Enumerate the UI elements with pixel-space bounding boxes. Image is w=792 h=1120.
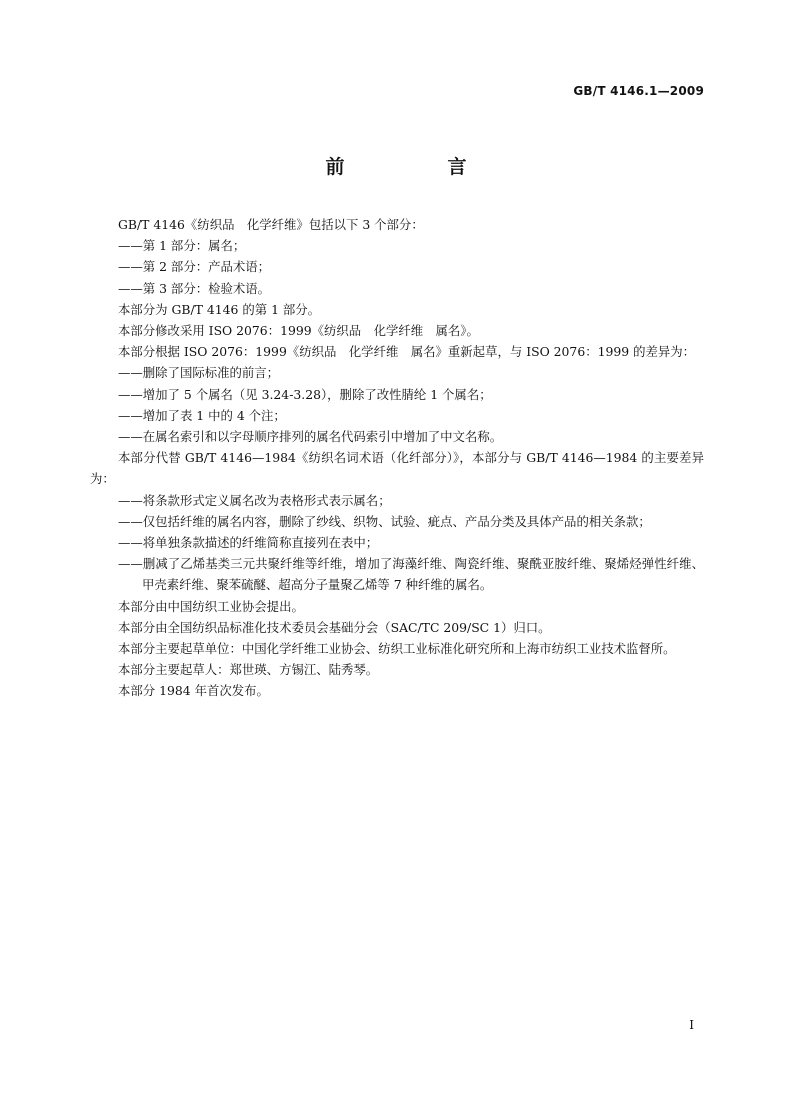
- paragraph: GB/T 4146《纺织品 化学纤维》包括以下 3 个部分：: [118, 217, 424, 232]
- paragraph: 本部分根据 ISO 2076：1999《纺织品 化学纤维 属名》重新起草，与 ISO 2076：1999 的差异为：: [118, 344, 696, 360]
- list-item: ——第 1 部分：属名；: [118, 238, 246, 254]
- paragraph: 本部分 1984 年首次发布。: [118, 683, 269, 699]
- page-number: I: [689, 1018, 694, 1032]
- paragraph: 本部分为 GB/T 4146 的第 1 部分。: [118, 301, 321, 317]
- list-item: ——第 2 部分：产品术语；: [118, 259, 271, 275]
- paragraph: 本部分主要起草单位：中国化学纤维工业协会、纺织工业标准化研究所和上海市纺织工业技术监督所。: [118, 641, 676, 657]
- page-title: 前 言: [325, 156, 509, 178]
- list-item: ——增加了 5 个属名（见 3.24-3.28），删除了改性腈纶 1 个属名；: [118, 386, 492, 402]
- standard-code: GB/T 4146.1—2009: [573, 84, 704, 98]
- paragraph: 本部分由全国纺织品标准化技术委员会基础分会（SAC/TC 209/SC 1）归口。: [118, 619, 551, 635]
- list-item: ——删除了国际标准的前言；: [118, 365, 280, 381]
- paragraph: 本部分修改采用 ISO 2076：1999《纺织品 化学纤维 属名》。: [118, 323, 479, 339]
- list-item: ——第 3 部分：检验术语。: [118, 280, 271, 296]
- list-item: ——在属名索引和以字母顺序排列的属名代码索引中增加了中文名称。: [118, 429, 503, 445]
- document-body: [90, 214, 704, 702]
- paragraph: 本部分主要起草人：郑世瑛、方锡江、陆秀琴。: [118, 662, 379, 678]
- list-item: ——增加了表 1 中的 4 个注；: [118, 407, 286, 423]
- list-item: ——仅包括纤维的属名内容，删除了纱线、织物、试验、疵点、产品分类及具体产品的相关条款；: [118, 513, 651, 529]
- list-item: ——删减了乙烯基类三元共聚纤维等纤维，增加了海藻纤维、陶瓷纤维、聚酰亚胺纤维、聚烯烃弹性纤维、甲壳素纤维、聚苯硫醚、超高分子量聚乙烯等 7 种纤维的属名。: [118, 556, 704, 593]
- paragraph: 本部分由中国纺织工业协会提出。: [118, 598, 304, 614]
- list-item: ——将条款形式定义属名改为表格形式表示属名；: [118, 492, 391, 508]
- paragraph: 本部分代替 GB/T 4146—1984《纺织名词术语（化纤部分）》，本部分与 GB/T 4146—1984 的主要差异为：: [90, 450, 704, 487]
- list-item: ——将单独条款描述的纤维简称直接列在表中；: [118, 535, 379, 551]
